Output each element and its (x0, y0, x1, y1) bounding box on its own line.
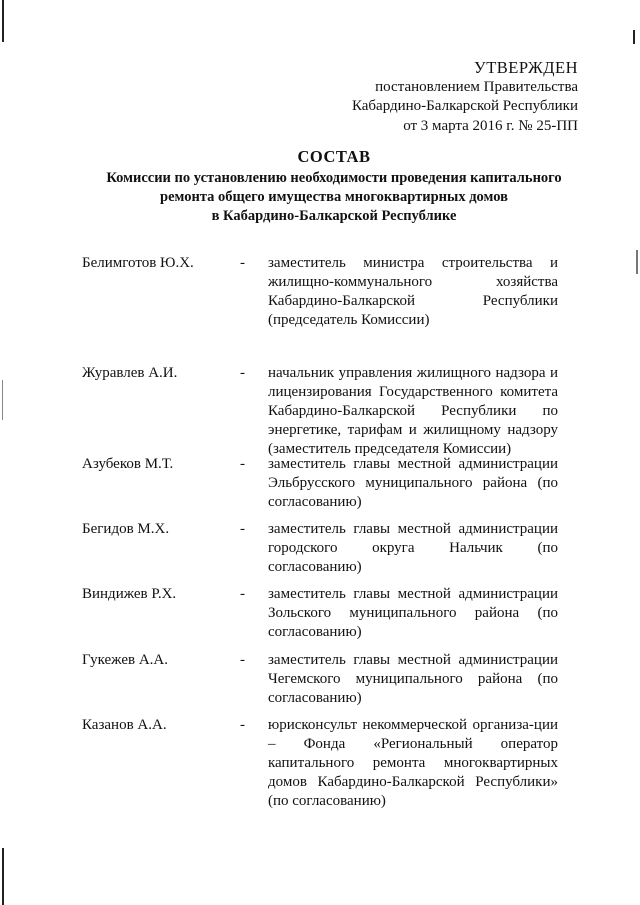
member-row (82, 455, 562, 512)
title-line: в Кабардино-Балкарской Республике (211, 208, 457, 224)
member-role: заместитель главы местной администрации Эльбрусского муниципального района (по согласованию) (268, 456, 558, 510)
scan-edge-mark-top-right (633, 30, 635, 44)
member-dash: - (240, 652, 245, 668)
member-dash: - (240, 586, 245, 602)
member-dash: - (240, 456, 245, 472)
member-role: заместитель главы местной администрации Зольского муниципального района (по согласованию) (268, 586, 558, 640)
document-title (60, 147, 608, 226)
member-name: Бегидов М.Х. (82, 521, 170, 537)
member-dash: - (240, 521, 245, 537)
approval-line: Кабардино-Балкарской Республики (351, 98, 578, 114)
approval-line: постановлением Правительства (375, 78, 578, 95)
member-name: Виндижев Р.Х. (82, 586, 177, 602)
scan-edge-mark-left-dots (2, 380, 3, 420)
approval-line: от 3 марта 2016 г. № 25-ПП (403, 117, 578, 134)
member-name: Гукежев А.А. (82, 652, 168, 668)
member-role: юрисконсульт некоммерческой организа-ции – Фонда «Региональный оператор капитального ремонта многоквартирных домов Кабардино-Балкарской Республики» (по согласованию) (268, 717, 558, 809)
title-line: Комиссии по установлению необходимости проведения капитального (106, 170, 562, 186)
approval-heading: УТВЕРЖДЕН (474, 58, 578, 77)
member-dash: - (240, 255, 245, 271)
member-role: заместитель министра строительства и жилищно-коммунального хозяйства Кабардино-Балкарской Республики (председатель Комиссии) (268, 255, 558, 328)
member-row (82, 364, 562, 459)
approval-block (352, 58, 578, 136)
scan-edge-mark-bottom-left (2, 848, 4, 905)
scan-edge-mark-top-left (2, 0, 4, 42)
member-role: заместитель главы местной администрации Чегемского муниципального района (по согласованию) (268, 652, 558, 706)
member-name: Белимготов Ю.Х. (82, 255, 194, 271)
member-name: Азубеков М.Т. (82, 456, 174, 472)
member-role: заместитель главы местной администрации городского округа Нальчик (по согласованию) (268, 521, 558, 575)
member-row (82, 651, 562, 708)
member-dash: - (240, 717, 245, 733)
member-role: начальник управления жилищного надзора и лицензирования Государственного комитета Кабардино-Балкарской Республики по энергетике, тарифам и жилищному надзору (заместитель председателя Комиссии) (268, 365, 558, 457)
title-main: СОСТАВ (297, 147, 371, 166)
member-dash: - (240, 365, 245, 381)
member-name: Казанов А.А. (82, 717, 167, 733)
member-row (82, 585, 562, 642)
member-row (82, 716, 562, 811)
title-line: ремонта общего имущества многоквартирных домов (160, 189, 508, 205)
member-row (82, 520, 562, 577)
member-name: Журавлев А.И. (82, 365, 178, 381)
member-row (82, 254, 562, 330)
scan-edge-mark-right (636, 250, 638, 274)
